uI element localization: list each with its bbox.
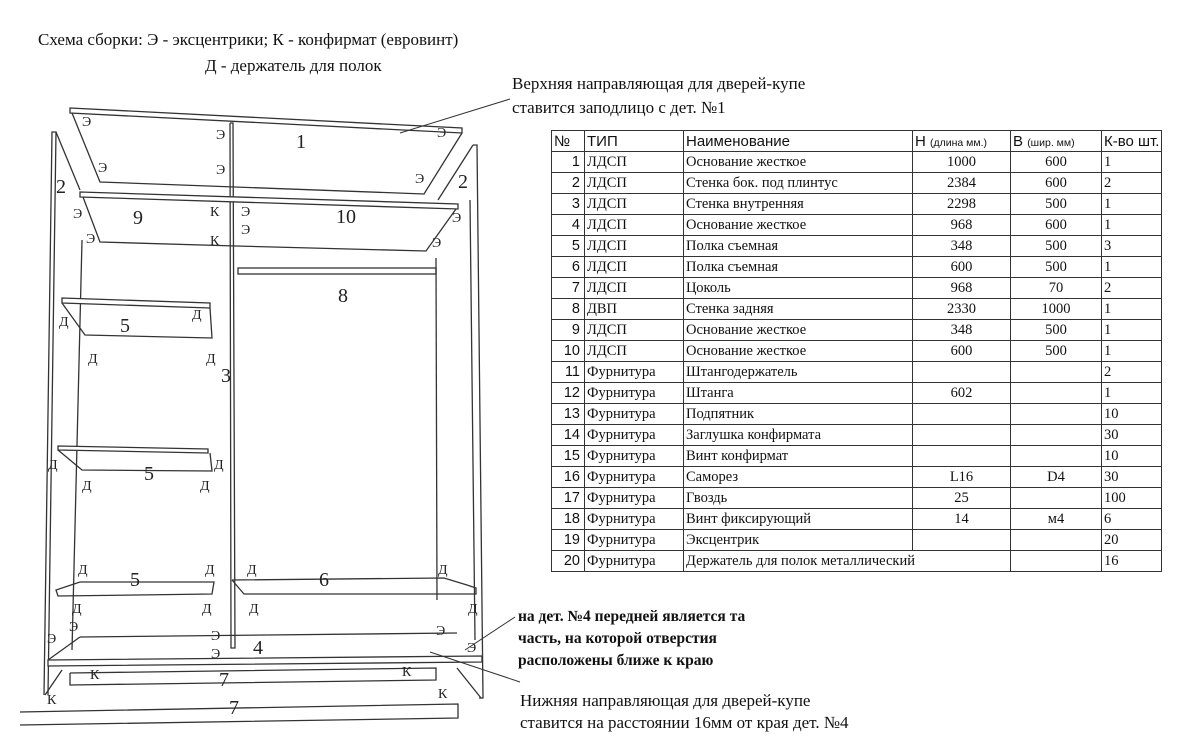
table-row — [552, 320, 1162, 341]
cell-num: 6 — [552, 257, 585, 278]
part-label-9: 9 — [133, 207, 143, 229]
mark-eccentric: Э — [437, 126, 447, 141]
cell-name: Полка съемная — [684, 257, 913, 278]
mark-eccentric: Э — [73, 207, 83, 222]
cell-h: 25 — [913, 488, 1011, 509]
cell-num: 12 — [552, 383, 585, 404]
cell-type: ЛДСП — [585, 173, 684, 194]
part-label-3: 3 — [221, 365, 231, 387]
cell-name: Основание жесткое — [684, 341, 913, 362]
mark-eccentric: Э — [69, 620, 79, 635]
cell-num: 13 — [552, 404, 585, 425]
mark-eccentric: Э — [452, 211, 462, 226]
cell-b — [1011, 488, 1102, 509]
header-qty: К-во шт. — [1102, 131, 1162, 152]
table-row — [552, 488, 1162, 509]
cell-type: Фурнитура — [585, 530, 684, 551]
cell-h — [913, 404, 1011, 425]
mark-eccentric: Э — [216, 128, 226, 143]
cell-qty: 20 — [1102, 530, 1162, 551]
cell-b: 600 — [1011, 173, 1102, 194]
cell-type: Фурнитура — [585, 509, 684, 530]
mark-eccentric: Э — [432, 236, 442, 251]
note-bottom-line2: ставится на расстоянии 16мм от края дет. №4 — [520, 713, 849, 732]
cell-name: Основание жесткое — [684, 320, 913, 341]
cell-type: ЛДСП — [585, 215, 684, 236]
cell-type: ЛДСП — [585, 194, 684, 215]
cell-qty: 1 — [1102, 320, 1162, 341]
cell-name: Основание жесткое — [684, 215, 913, 236]
cell-name: Стенка бок. под плинтус — [684, 173, 913, 194]
cell-name: Штангодержатель — [684, 362, 913, 383]
cell-h: 600 — [913, 257, 1011, 278]
part-4-base — [48, 633, 482, 666]
table-row — [552, 152, 1162, 173]
cell-h: 968 — [913, 278, 1011, 299]
mark-shelf-holder: Д — [438, 563, 448, 578]
cell-type: ЛДСП — [585, 341, 684, 362]
cell-num: 2 — [552, 173, 585, 194]
mark-eccentric: Э — [241, 223, 251, 238]
header-b-main: B — [1013, 132, 1024, 150]
table-row — [552, 278, 1162, 299]
cell-type: ЛДСП — [585, 236, 684, 257]
cell-type: Фурнитура — [585, 488, 684, 509]
cell-num: 10 — [552, 341, 585, 362]
cell-num: 14 — [552, 425, 585, 446]
part-label-2-left: 2 — [56, 176, 66, 198]
cell-b: 70 — [1011, 278, 1102, 299]
cell-type: Фурнитура — [585, 551, 684, 572]
cell-num: 16 — [552, 467, 585, 488]
cell-qty: 30 — [1102, 425, 1162, 446]
mark-shelf-holder: Д — [72, 602, 82, 617]
table-header-row — [552, 131, 1162, 152]
cell-name: Эксцентрик — [684, 530, 913, 551]
mark-eccentric: Э — [86, 232, 96, 247]
cell-qty: 16 — [1102, 551, 1162, 572]
mark-confirmat: К — [402, 665, 412, 680]
mark-confirmat: К — [90, 668, 100, 683]
header-num: № — [552, 131, 585, 152]
cell-num: 9 — [552, 320, 585, 341]
part-6-shelf — [232, 578, 476, 594]
mark-eccentric: Э — [436, 624, 446, 639]
parts-table-body — [552, 152, 1162, 572]
cell-num: 7 — [552, 278, 585, 299]
part-8-rod — [238, 258, 437, 600]
mark-shelf-holder: Д — [205, 563, 215, 578]
part-label-2-right: 2 — [458, 171, 468, 193]
cell-b: 1000 — [1011, 299, 1102, 320]
cell-type: Фурнитура — [585, 467, 684, 488]
part-label-5-upper: 5 — [120, 315, 130, 337]
cell-num: 18 — [552, 509, 585, 530]
table-row — [552, 530, 1162, 551]
back-panel-edge-right — [470, 200, 475, 640]
part-label-6: 6 — [319, 569, 329, 591]
mark-shelf-holder: Д — [192, 308, 202, 323]
cell-qty: 2 — [1102, 362, 1162, 383]
mark-eccentric: Э — [415, 172, 425, 187]
table-row — [552, 257, 1162, 278]
table-row — [552, 194, 1162, 215]
table-row — [552, 551, 1162, 572]
mark-shelf-holder: Д — [206, 352, 216, 367]
cell-qty: 1 — [1102, 341, 1162, 362]
cell-qty: 1 — [1102, 194, 1162, 215]
part-7-plinth-outer — [20, 670, 458, 725]
table-row — [552, 467, 1162, 488]
cell-name: Подпятник — [684, 404, 913, 425]
mark-eccentric: Э — [211, 647, 221, 662]
header-b — [1011, 131, 1102, 152]
part-label-8: 8 — [338, 285, 348, 307]
table-row — [552, 362, 1162, 383]
part-label-10: 10 — [336, 206, 356, 228]
cell-name: Держатель для полок металлический — [684, 551, 1011, 572]
header-h-sub: (длина мм.) — [930, 136, 988, 149]
mark-shelf-holder: Д — [214, 458, 224, 473]
mark-eccentric: Э — [467, 641, 477, 656]
cell-h: 2384 — [913, 173, 1011, 194]
table-row — [552, 236, 1162, 257]
cell-b — [1011, 425, 1102, 446]
part-label-4: 4 — [253, 637, 263, 659]
cell-b — [1011, 446, 1102, 467]
cell-qty: 2 — [1102, 278, 1162, 299]
cell-name: Штанга — [684, 383, 913, 404]
cell-qty: 30 — [1102, 467, 1162, 488]
cell-name: Саморез — [684, 467, 913, 488]
header-h-main: H — [915, 132, 926, 150]
cell-h: 602 — [913, 383, 1011, 404]
cell-name: Гвоздь — [684, 488, 913, 509]
note-top-line1: Верхняя направляющая для дверей-купе — [512, 74, 806, 93]
parts-table — [551, 130, 1162, 572]
cell-qty: 1 — [1102, 257, 1162, 278]
table-row — [552, 509, 1162, 530]
cell-qty: 100 — [1102, 488, 1162, 509]
mark-eccentric: Э — [211, 629, 221, 644]
part-label-5-middle: 5 — [144, 463, 154, 485]
cell-b: 500 — [1011, 320, 1102, 341]
table-row — [552, 425, 1162, 446]
mark-shelf-holder: Д — [88, 352, 98, 367]
cell-num: 5 — [552, 236, 585, 257]
cell-qty: 1 — [1102, 299, 1162, 320]
cell-num: 20 — [552, 551, 585, 572]
cell-b: D4 — [1011, 467, 1102, 488]
table-row — [552, 173, 1162, 194]
cell-h: 348 — [913, 320, 1011, 341]
cell-type: ЛДСП — [585, 278, 684, 299]
cell-b: 500 — [1011, 236, 1102, 257]
header-b-sub: (шир. мм) — [1027, 136, 1075, 149]
note-top-line2: ставится заподлицо с дет. №1 — [512, 98, 726, 117]
table-row — [552, 383, 1162, 404]
cell-qty: 2 — [1102, 173, 1162, 194]
header-name: Наименование — [684, 131, 913, 152]
cell-type: ЛДСП — [585, 320, 684, 341]
cell-h: 2298 — [913, 194, 1011, 215]
note-bold-line2: часть, на которой отверстия — [518, 630, 717, 647]
table-row — [552, 446, 1162, 467]
cell-name: Винт фиксирующий — [684, 509, 913, 530]
cell-h: 14 — [913, 509, 1011, 530]
cell-num: 19 — [552, 530, 585, 551]
mark-shelf-holder: Д — [468, 602, 478, 617]
cell-name: Цоколь — [684, 278, 913, 299]
mark-shelf-holder: Д — [78, 563, 88, 578]
cell-name: Полка съемная — [684, 236, 913, 257]
part-number-labels — [56, 131, 468, 719]
cell-b — [1011, 404, 1102, 425]
cell-b: 500 — [1011, 194, 1102, 215]
header-h — [913, 131, 1011, 152]
part-label-7-inner: 7 — [219, 669, 229, 691]
cell-qty: 10 — [1102, 404, 1162, 425]
shelf-holder-marks — [48, 308, 478, 617]
cell-type: ДВП — [585, 299, 684, 320]
part-1-top-base — [70, 108, 462, 194]
mark-eccentric: Э — [82, 115, 92, 130]
mark-shelf-holder: Д — [82, 479, 92, 494]
mark-shelf-holder: Д — [200, 479, 210, 494]
table-row — [552, 299, 1162, 320]
cell-num: 17 — [552, 488, 585, 509]
mark-confirmat: К — [210, 234, 220, 249]
header-type: ТИП — [585, 131, 684, 152]
cell-num: 1 — [552, 152, 585, 173]
mark-confirmat: К — [47, 693, 57, 708]
mark-confirmat: К — [438, 687, 448, 702]
cell-name: Заглушка конфирмата — [684, 425, 913, 446]
part-5-shelf-middle — [58, 446, 212, 471]
table-row — [552, 341, 1162, 362]
cell-h: 1000 — [913, 152, 1011, 173]
cell-num: 4 — [552, 215, 585, 236]
mark-shelf-holder: Д — [247, 563, 257, 578]
mark-shelf-holder: Д — [48, 458, 58, 473]
note-bold-line3: расположены ближе к краю — [518, 652, 714, 669]
mark-shelf-holder: Д — [249, 602, 259, 617]
cell-qty: 1 — [1102, 383, 1162, 404]
cell-qty: 1 — [1102, 215, 1162, 236]
mark-eccentric: Э — [98, 161, 108, 176]
cell-b: 500 — [1011, 341, 1102, 362]
cell-num: 11 — [552, 362, 585, 383]
table-row — [552, 215, 1162, 236]
cell-type: Фурнитура — [585, 383, 684, 404]
cell-type: Фурнитура — [585, 425, 684, 446]
cell-h — [913, 425, 1011, 446]
cell-num: 15 — [552, 446, 585, 467]
part-5-shelf-upper — [62, 298, 212, 338]
cell-h: 968 — [913, 215, 1011, 236]
cell-name: Основание жесткое — [684, 152, 913, 173]
mark-eccentric: Э — [216, 163, 226, 178]
cell-type: Фурнитура — [585, 404, 684, 425]
cell-h: 600 — [913, 341, 1011, 362]
table-row — [552, 404, 1162, 425]
cell-h — [913, 446, 1011, 467]
assembly-legend-line2: Д - держатель для полок — [205, 56, 382, 75]
cell-b: 600 — [1011, 215, 1102, 236]
mark-eccentric: Э — [241, 205, 251, 220]
cell-qty: 1 — [1102, 152, 1162, 173]
cell-name: Стенка задняя — [684, 299, 913, 320]
cell-type: ЛДСП — [585, 257, 684, 278]
cell-b: 500 — [1011, 257, 1102, 278]
assembly-legend-line1: Схема сборки: Э - эксцентрики; К - конфирмат (евровинт) — [38, 30, 459, 49]
part-label-1: 1 — [296, 131, 306, 153]
cell-type: ЛДСП — [585, 152, 684, 173]
confirmat-marks — [47, 205, 448, 708]
cell-num: 8 — [552, 299, 585, 320]
mark-shelf-holder: Д — [59, 315, 69, 330]
part-label-7-outer: 7 — [229, 697, 239, 719]
part-7-plinth-inner — [70, 668, 436, 685]
cell-h: 348 — [913, 236, 1011, 257]
cell-type: Фурнитура — [585, 362, 684, 383]
cell-num: 3 — [552, 194, 585, 215]
cell-qty: 3 — [1102, 236, 1162, 257]
part-label-5-lower: 5 — [130, 569, 140, 591]
cell-b — [1011, 362, 1102, 383]
cell-h: L16 — [913, 467, 1011, 488]
cell-b — [1011, 551, 1102, 572]
cell-h — [913, 530, 1011, 551]
cell-type: Фурнитура — [585, 446, 684, 467]
cell-qty: 6 — [1102, 509, 1162, 530]
cell-name: Винт конфирмат — [684, 446, 913, 467]
mark-confirmat: К — [210, 205, 220, 220]
cell-qty: 10 — [1102, 446, 1162, 467]
cell-name: Стенка внутренняя — [684, 194, 913, 215]
cell-b — [1011, 383, 1102, 404]
cell-b — [1011, 530, 1102, 551]
cell-h — [913, 362, 1011, 383]
note-bold-line1: на дет. №4 передней является та — [518, 608, 746, 625]
note-bottom-line1: Нижняя направляющая для дверей-купе — [520, 691, 811, 710]
cell-h: 2330 — [913, 299, 1011, 320]
cell-b: 600 — [1011, 152, 1102, 173]
mark-eccentric: Э — [47, 632, 57, 647]
cell-b: м4 — [1011, 509, 1102, 530]
mark-shelf-holder: Д — [202, 602, 212, 617]
